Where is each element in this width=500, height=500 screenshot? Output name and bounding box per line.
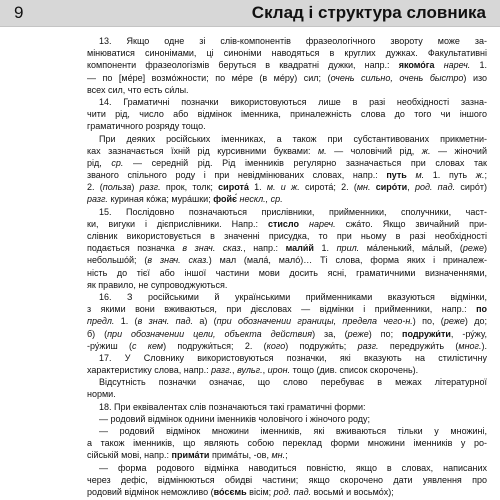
text-line	[87, 267, 487, 279]
headword: сиро́ти	[375, 182, 408, 193]
text-run: 2. (	[87, 182, 103, 193]
grammar-label: кем	[147, 340, 164, 351]
text-line	[87, 254, 487, 266]
text-run: рід,	[87, 157, 112, 168]
text-run: званого спільного роду і при невідмінюваних словах, напр.:	[87, 170, 387, 181]
grammar-label: реже	[462, 243, 485, 254]
grammar-label: разг.	[87, 194, 108, 205]
grammar-label: ирон.	[267, 365, 291, 376]
grammar-label: реже	[347, 328, 369, 339]
text-line	[87, 35, 487, 47]
grammar-label: м.	[415, 170, 425, 181]
grammar-label: предл.	[87, 316, 115, 327]
text-line	[87, 315, 487, 327]
text-line	[87, 486, 487, 498]
text-line	[87, 120, 487, 132]
text-run: ) подружи́ть;	[285, 340, 358, 351]
text-line	[87, 181, 487, 193]
text-run: з якими вони вживаються, при дієсловах — відмінки і прийменники, напр.:	[87, 304, 477, 315]
page-header	[0, 0, 500, 27]
text-line	[87, 84, 487, 96]
grammar-label: в знач. сказ.	[182, 243, 244, 254]
grammar-label: при обозначении границы, предела чего-н.	[216, 316, 413, 327]
text-run: , -ру́жу,	[450, 328, 487, 339]
text-line	[87, 303, 487, 315]
text-run: ки, вигуки і дієприслівники. Напр.:	[87, 218, 268, 229]
text-run: подається позначка	[87, 243, 183, 254]
text-run: граматичного розряду тощо.	[87, 121, 206, 132]
text-line	[87, 437, 487, 449]
headword: стисло	[267, 218, 300, 229]
text-run: ;	[484, 170, 487, 181]
text-run: всех сил, что есть си́лы.	[87, 84, 189, 95]
text-run: норми.	[87, 389, 116, 400]
grammar-label: мног.	[458, 340, 482, 351]
text-run: ках зазначається їхній рід курсивними буквами:	[87, 145, 318, 156]
text-run: чити рід, число або відмінок іменника, приналежність слова до того чи іншого	[87, 109, 487, 120]
text-run: мінюватися синонімами, ці синоніми наводяться в круглих дужках. Факультативні	[87, 48, 487, 59]
text-run: 15. Послідовно позначаються прислівники, прийменники, сполучники, част-	[99, 206, 487, 217]
text-line	[87, 474, 487, 486]
text-run: ) подружи́ться; 2. (	[163, 340, 267, 351]
headword: мали́й	[285, 243, 314, 254]
grammar-label: нареч.	[443, 60, 471, 71]
text-line	[87, 279, 487, 291]
headword: якомо́га	[398, 60, 435, 71]
grammar-label: м.	[318, 145, 327, 156]
text-run: Відсутність позначки означає, що слово перебуває в межах літературної	[99, 377, 487, 388]
headword: во́сємь	[213, 486, 247, 497]
headword: подружи́ти	[402, 328, 451, 339]
text-run: прима́ты, -ов,	[209, 450, 272, 461]
text-line	[87, 328, 487, 340]
grammar-label: род. пад.	[414, 182, 456, 193]
text-run: слівник використовується в значенні присудка, то при ньому в разі необхідності	[87, 231, 487, 241]
text-run: — по [ме́ре] возмо́жности; по ме́ре (в ме́ру) сил; (	[87, 72, 331, 83]
text-run: ) по, (	[412, 316, 444, 327]
grammar-label: разг.	[211, 365, 233, 376]
text-run: тощо (див. список скорочень).	[290, 365, 419, 376]
grammar-label: ж.	[475, 170, 485, 181]
text-run: восьми́ и восьмо́х);	[311, 486, 394, 497]
text-run: ) за, (	[312, 328, 348, 339]
text-line	[87, 291, 487, 303]
text-run: , напр.:	[243, 243, 286, 254]
grammar-label: реже	[443, 316, 465, 327]
text-run: 1. (	[114, 316, 138, 327]
running-head: Склад і структура словника	[251, 3, 486, 22]
text-run: )	[131, 182, 140, 193]
text-run: 1.	[470, 60, 487, 71]
grammar-label: очень сильно, очень быстро	[330, 72, 464, 83]
grammar-label: нареч.	[309, 218, 336, 229]
text-run: родовий відмінок неможливо (	[87, 486, 214, 497]
text-run: сиро́т)	[455, 182, 487, 193]
grammar-label: мн.	[271, 450, 286, 461]
text-run: -ру́жиш (	[87, 340, 132, 351]
text-line	[87, 340, 487, 352]
text-run	[299, 219, 309, 229]
text-line	[87, 364, 487, 376]
text-line	[87, 157, 487, 169]
text-run: 1. путь	[424, 170, 476, 181]
headword: по	[476, 304, 487, 315]
text-run: прок, толк;	[160, 182, 219, 193]
text-line	[87, 218, 487, 230]
grammar-label: прил.	[336, 243, 360, 254]
text-run: як правило, не супроводжуються.	[87, 279, 228, 290]
text-run: 13. Якщо одне зі слів-компонентів фразеологічного звороту може за-	[99, 36, 487, 46]
grammar-label: кого	[266, 340, 286, 351]
text-run: сійській мові, напр.:	[87, 450, 172, 461]
text-run: 16. З російськими й українськими прийменниками вказуються відмінки,	[99, 291, 487, 302]
text-line	[87, 462, 487, 474]
text-run: ;	[285, 450, 288, 461]
text-line	[87, 449, 487, 461]
text-run: характеристику слова, напр.:	[87, 365, 212, 376]
text-line	[87, 425, 487, 437]
text-run: — чоловічий рід,	[326, 145, 422, 156]
text-run	[435, 60, 444, 70]
text-run	[136, 341, 147, 351]
text-run: — жіночий	[430, 145, 487, 156]
text-run: ) по;	[368, 328, 403, 339]
text-line	[87, 230, 487, 242]
text-line	[87, 206, 487, 218]
text-run: ,	[232, 365, 238, 376]
text-line	[87, 352, 487, 364]
grammar-label: род. пад.	[273, 486, 312, 497]
text-run: а) (	[193, 316, 217, 327]
text-line	[87, 59, 487, 71]
text-line	[87, 169, 487, 181]
page-number: 9	[14, 3, 24, 22]
text-run: 18. При еквівалентах слів позначаються такі граматичні форми:	[99, 401, 366, 412]
text-run: ,	[262, 365, 268, 376]
text-run: куриная ко́жа; мура́шки;	[107, 194, 214, 205]
text-run: При деяких російських іменниках, а також при субстантивованих прикметни-	[99, 133, 487, 144]
grammar-label: в знач. пад.	[137, 316, 194, 327]
text-run: ).	[481, 340, 487, 351]
text-run: небольшо́й; (	[87, 255, 148, 266]
text-run: компоненти фразеологізмів беруться в квадратні дужки, напр.:	[87, 60, 399, 71]
text-run: передружи́ть (	[378, 340, 459, 351]
grammar-label: при обозначении цели, объекта действия	[107, 328, 313, 339]
grammar-label: ж.	[421, 145, 431, 156]
headword: фойє́	[213, 194, 237, 205]
grammar-label: нескл., ср.	[239, 194, 283, 205]
text-run: ) мал (мала́, мало́)… Ті слова, форма яких і приналеж-	[208, 255, 487, 266]
text-line	[87, 376, 487, 388]
text-line	[87, 72, 487, 84]
grammar-label: польза	[102, 182, 132, 193]
grammar-label: м. и ж.	[266, 182, 300, 193]
grammar-label: разг.	[139, 182, 161, 193]
text-run: )	[484, 243, 487, 254]
text-run: б) (	[87, 328, 108, 339]
grammar-label: вульг.	[237, 365, 263, 376]
text-line	[87, 242, 487, 254]
headword: прима́ти	[171, 450, 210, 461]
text-line	[87, 388, 487, 400]
text-run: — родовий відмінок однини іменників чоловічого і жіночого роду;	[99, 413, 371, 424]
text-run: сирота́; 2. (	[299, 182, 357, 193]
text-run: сжа́то. Якщо звичайний при-	[335, 218, 487, 229]
text-run: — середній рід. Рід іменників регулярно зазначається при словах так	[123, 157, 487, 168]
text-run: ,	[407, 182, 415, 193]
text-run: через дефіс, відмінюються обидві частини; якщо скорочено дати уявлення про	[87, 474, 487, 485]
text-line	[87, 96, 487, 108]
text-run: ) изо	[463, 72, 487, 83]
text-run: 1.	[313, 243, 337, 254]
grammar-label: с	[131, 340, 137, 351]
text-run: — форма родового відмінка наводиться повністю, якщо в словах, написаних	[99, 462, 487, 473]
text-line	[87, 133, 487, 145]
text-line	[87, 413, 487, 425]
grammar-label: разг.	[357, 340, 379, 351]
text-run: ма́ленький, ма́лый, (	[359, 243, 463, 254]
text-run: ) до;	[464, 316, 487, 327]
text-line	[87, 193, 487, 205]
text-run: — родовий відмінок множини іменників, які вживаються тільки у множині,	[99, 426, 487, 436]
grammar-label: ср.	[111, 157, 124, 168]
text-line	[87, 145, 487, 157]
body-text	[87, 35, 487, 498]
text-run: а також іменників, що являють собою переклад форми множини іменників у ро-	[87, 438, 487, 449]
text-run: 17. У Словнику використовуються позначки, які вказують на стилістичну	[99, 352, 487, 363]
text-line	[87, 401, 487, 413]
headword: путь	[386, 170, 407, 181]
text-run: ність до тієї або іншої частини мови досить ясні, граматичними визначеннями,	[87, 267, 487, 278]
grammar-label: мн.	[356, 182, 371, 193]
text-line	[87, 108, 487, 120]
text-run: 14. Граматичні позначки використовуються лише в разі необхідності зазна-	[99, 96, 487, 107]
text-line	[87, 47, 487, 59]
headword: сирота́	[218, 182, 249, 193]
text-run: 1.	[248, 182, 267, 193]
text-run: вісім;	[246, 486, 274, 497]
grammar-label: в знач. сказ.	[147, 255, 209, 266]
